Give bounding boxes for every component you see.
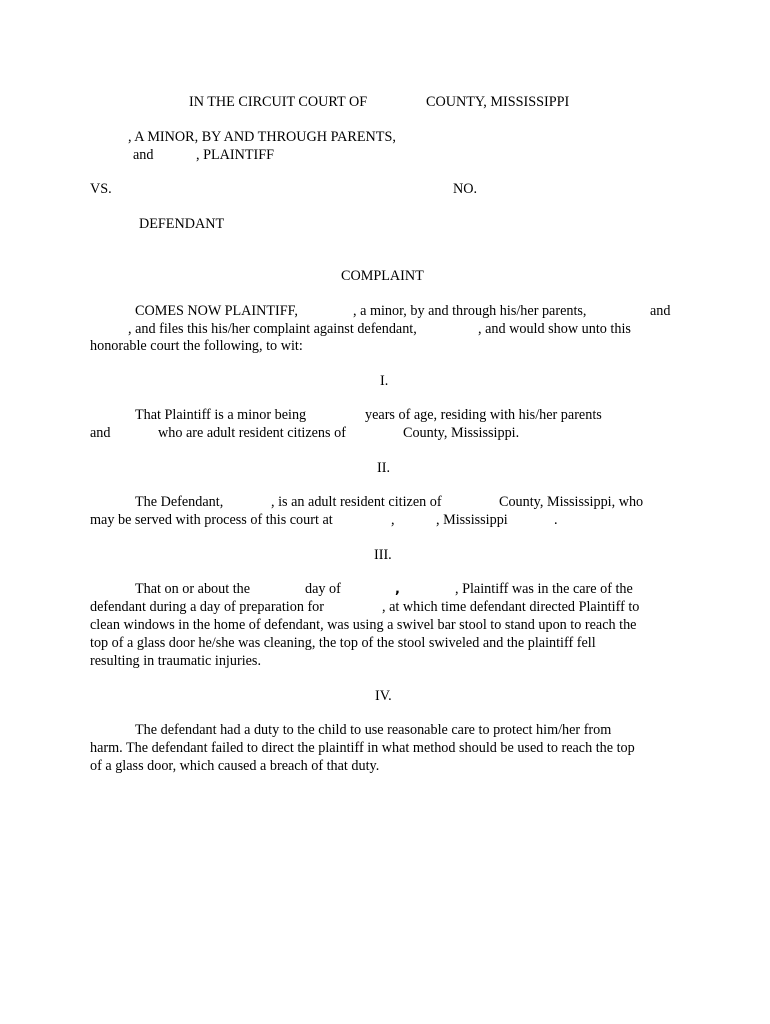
intro-text: COMES NOW PLAINTIFF, [135, 303, 298, 319]
plaintiff-caption-line: , A MINOR, BY AND THROUGH PARENTS, [128, 129, 396, 145]
section-text: who are adult resident citizens of [158, 425, 346, 441]
plaintiff-caption-and: and [133, 147, 154, 163]
case-number-label: NO. [453, 181, 478, 197]
section-text: County, Mississippi. [403, 425, 520, 441]
section-text: , Mississippi [436, 512, 508, 528]
section-text: top of a glass door he/she was cleaning, the top of the stool swiveled and the plaintiff fell [90, 635, 596, 651]
section-numeral: III. [374, 547, 392, 563]
section-text: years of age, residing with his/her parents [365, 407, 602, 423]
court-name-prefix: IN THE CIRCUIT COURT OF [189, 94, 368, 110]
intro-text: honorable court the following, to wit: [90, 338, 303, 354]
section-text: , is an adult resident citizen of [271, 494, 442, 510]
section-text: of a glass door, which caused a breach of that duty. [90, 758, 380, 774]
section-text: resulting in traumatic injuries. [90, 653, 261, 669]
section-text: defendant during a day of preparation for [90, 599, 324, 615]
section-text: , Plaintiff was in the care of the [455, 581, 633, 597]
intro-text: , and would show unto this [478, 321, 631, 337]
section-text: The defendant had a duty to the child to use reasonable care to protect him/her from [135, 722, 612, 738]
section-text: day of [305, 581, 341, 597]
section-text: , at which time defendant directed Plaintiff to [382, 599, 640, 615]
section-text: clean windows in the home of defendant, was using a swivel bar stool to stand upon to reach the [90, 617, 637, 633]
section-text: The Defendant, [135, 494, 224, 510]
section-text: , [395, 582, 400, 597]
section-numeral: I. [380, 373, 389, 389]
document-title: COMPLAINT [341, 268, 424, 284]
intro-text: , and files this his/her complaint against defendant, [128, 321, 417, 337]
section-text: harm. The defendant failed to direct the plaintiff in what method should be used to reach the top [90, 740, 635, 756]
section-text: . [554, 512, 558, 528]
plaintiff-label: , PLAINTIFF [196, 147, 275, 163]
section-text: That Plaintiff is a minor being [135, 407, 307, 423]
section-numeral: II. [377, 460, 390, 476]
intro-text: and [650, 303, 671, 319]
defendant-label: DEFENDANT [139, 216, 225, 232]
section-numeral: IV. [375, 688, 392, 704]
section-text: County, Mississippi, who [499, 494, 644, 510]
section-text: may be served with process of this court at [90, 512, 333, 528]
section-text: That on or about the [135, 581, 251, 597]
section-text: and [90, 425, 111, 441]
intro-text: , a minor, by and through his/her parents, [353, 303, 587, 319]
versus-label: VS. [90, 181, 112, 197]
section-text: , [391, 512, 395, 528]
court-name-suffix: COUNTY, MISSISSIPPI [426, 94, 570, 110]
